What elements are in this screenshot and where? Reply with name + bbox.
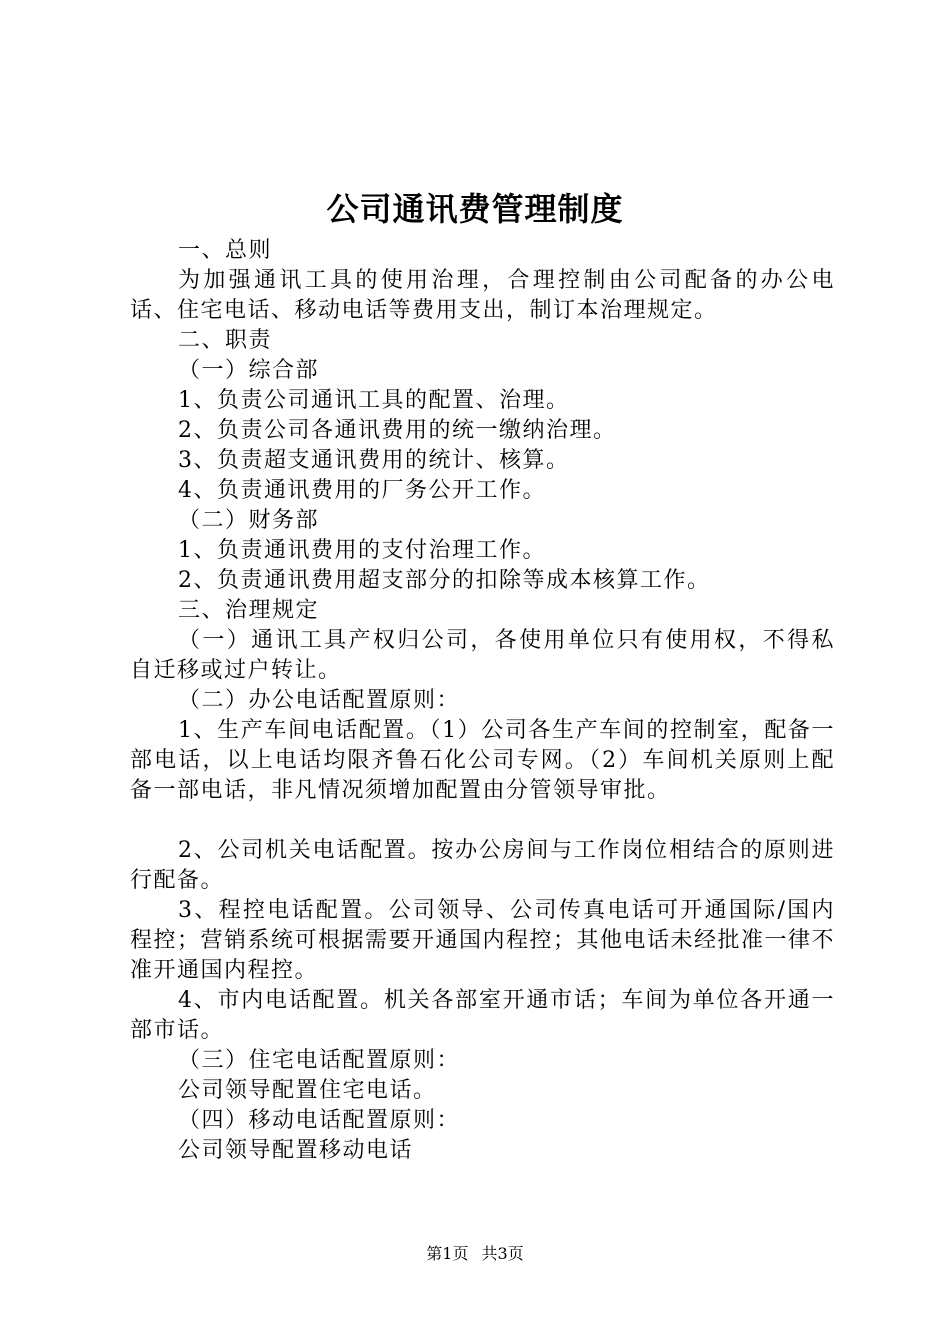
paragraph: 3、程控电话配置。公司领导、公司传真电话可开通国际/国内程控；营销系统可根据需要开通国内程控；其他电话未经批准一律不准开通国内程控。: [130, 898, 836, 983]
paragraph: （一）通讯工具产权归公司，各使用单位只有使用权，不得私自迁移或过户转让。: [130, 628, 835, 683]
section-heading: 三、治理规定: [178, 598, 320, 623]
section-heading: 一、总则: [178, 238, 273, 263]
paragraph: 4、市内电话配置。机关各部室开通市话；车间为单位各开通一部市话。: [130, 988, 835, 1043]
subsection-heading: （二）财务部: [178, 508, 320, 533]
paragraph: 1、生产车间电话配置。（1）公司各生产车间的控制室，配备一部电话，以上电话均限齐鲁石化公司专网。（2）车间机关原则上配备一部电话，非凡情况须增加配置由分管领导审批。: [130, 718, 835, 803]
list-item: 2、负责公司各通讯费用的统一缴纳治理。: [178, 418, 617, 443]
paragraph: 为加强通讯工具的使用治理，合理控制由公司配备的办公电话、住宅电话、移动电话等费用支出，制订本治理规定。: [130, 268, 835, 323]
paragraph: 公司领导配置移动电话: [178, 1138, 414, 1163]
list-item: 4、负责通讯费用的厂务公开工作。: [178, 478, 546, 503]
list-item: 1、负责通讯费用的支付治理工作。: [178, 538, 546, 563]
list-item: 1、负责公司通讯工具的配置、治理。: [178, 388, 570, 413]
page-footer: [0, 1243, 950, 1265]
section-heading: 二、职责: [178, 328, 273, 353]
document-body: [130, 236, 835, 1166]
paragraph-gap: [130, 806, 835, 836]
list-item: 2、负责通讯费用超支部分的扣除等成本核算工作。: [178, 568, 711, 593]
document-title: 公司通讯费管理制度: [326, 190, 624, 228]
list-item: 3、负责超支通讯费用的统计、核算。: [178, 448, 570, 473]
subsection-heading: （二）办公电话配置原则：: [178, 688, 461, 713]
subsection-heading: （三）住宅电话配置原则：: [178, 1048, 461, 1073]
page-total: 共3页: [481, 1244, 524, 1263]
page-number: 第1页: [426, 1244, 469, 1263]
subsection-heading: （四）移动电话配置原则：: [178, 1108, 461, 1133]
paragraph: 公司领导配置住宅电话。: [178, 1078, 437, 1103]
subsection-heading: （一）综合部: [178, 358, 320, 383]
paragraph: 2、公司机关电话配置。按办公房间与工作岗位相结合的原则进行配备。: [130, 838, 835, 893]
